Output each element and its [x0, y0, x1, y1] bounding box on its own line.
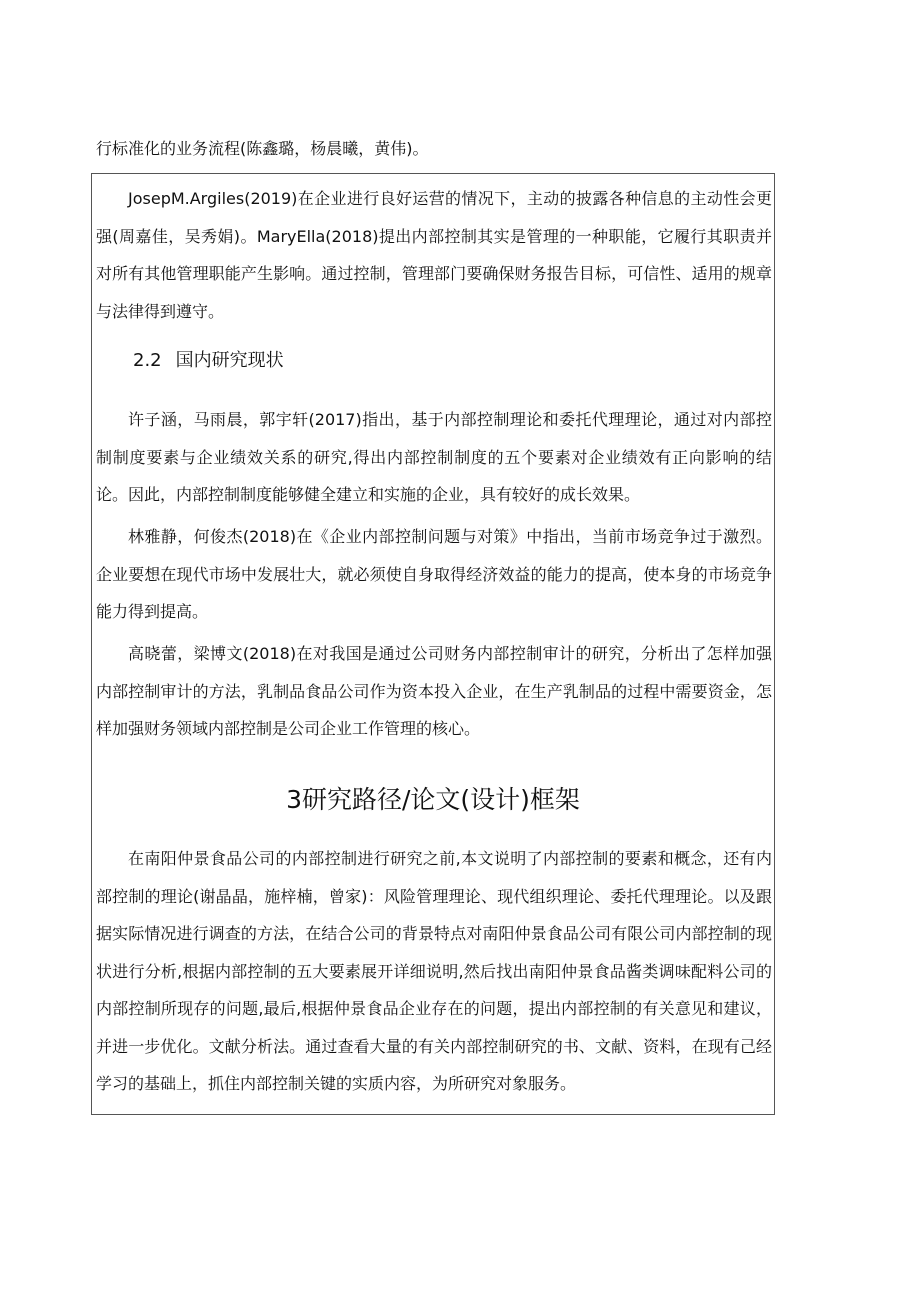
paragraph-domestic-research-1: 许子涵，马雨晨，郭宇轩(2017)指出，基于内部控制理论和委托代理理论，通过对内部控制制度要素与企业绩效关系的研究,得出内部控制制度的五个要素对企业绩效有正向影响的结论。因此，内部控制制度能够健全建立和实施的企业，具有较好的成长效果。: [96, 410, 772, 504]
paragraph-domestic-research-3: 高晓蕾，梁博文(2018)在对我国是通过公司财务内部控制审计的研究，分析出了怎样加强内部控制审计的方法，乳制品食品公司作为资本投入企业，在生产乳制品的过程中需要资金，怎样加强财务领域内部控制是公司企业工作管理的核心。: [96, 644, 772, 738]
section-number: 2.2: [133, 350, 162, 371]
paragraph-research-path: 在南阳仲景食品公司的内部控制进行研究之前,本文说明了内部控制的要素和概念，还有内部控制的理论(谢晶晶，施梓楠，曾家)：风险管理理论、现代组织理论、委托代理理论。以及跟据实际情况进行调查的方法，在结合公司的背景特点对南阳仲景食品公司有限公司内部控制的现状进行分析,根据内部控制的五大要素展开详细说明,然后找出南阳仲景食品酱类调味配料公司的内部控制所现存的问题,最后,根据仲景食品企业存在的问题，提出内部控制的有关意见和建议，并进一步优化。文献分析法。通过查看大量的有关内部控制研究的书、文献、资料，在现有己经学习的基础上，抓住内部控制关键的实质内容，为所研究对象服务。: [96, 849, 772, 1093]
paragraph-foreign-research: JosepM.Argiles(2019)在企业进行良好运营的情况下，主动的披露各种信息的主动性会更强(周嘉佳，吴秀娟)。MaryElla(2018)提出内部控制其实是管理的一种职能，它履行其职责并对所有其他管理职能产生影响。通过控制，管理部门要确保财务报告目标，可信性、适用的规章与法律得到遵守。: [96, 189, 772, 321]
paragraph-domestic-research-2: 林雅静，何俊杰(2018)在《企业内部控制问题与对策》中指出，当前市场竞争过于激烈。企业要想在现代市场中发展壮大，就必须使自身取得经济效益的能力的提高，使本身的市场竞争能力得到提高。: [96, 527, 772, 621]
continued-text-line: 行标准化的业务流程(陈鑫璐，杨晨曦，黄伟)。: [96, 139, 429, 158]
section-heading: [133, 346, 284, 376]
chapter-heading: 3研究路径/论文(设计)框架: [286, 785, 580, 814]
section-title: 国内研究现状: [175, 350, 284, 371]
